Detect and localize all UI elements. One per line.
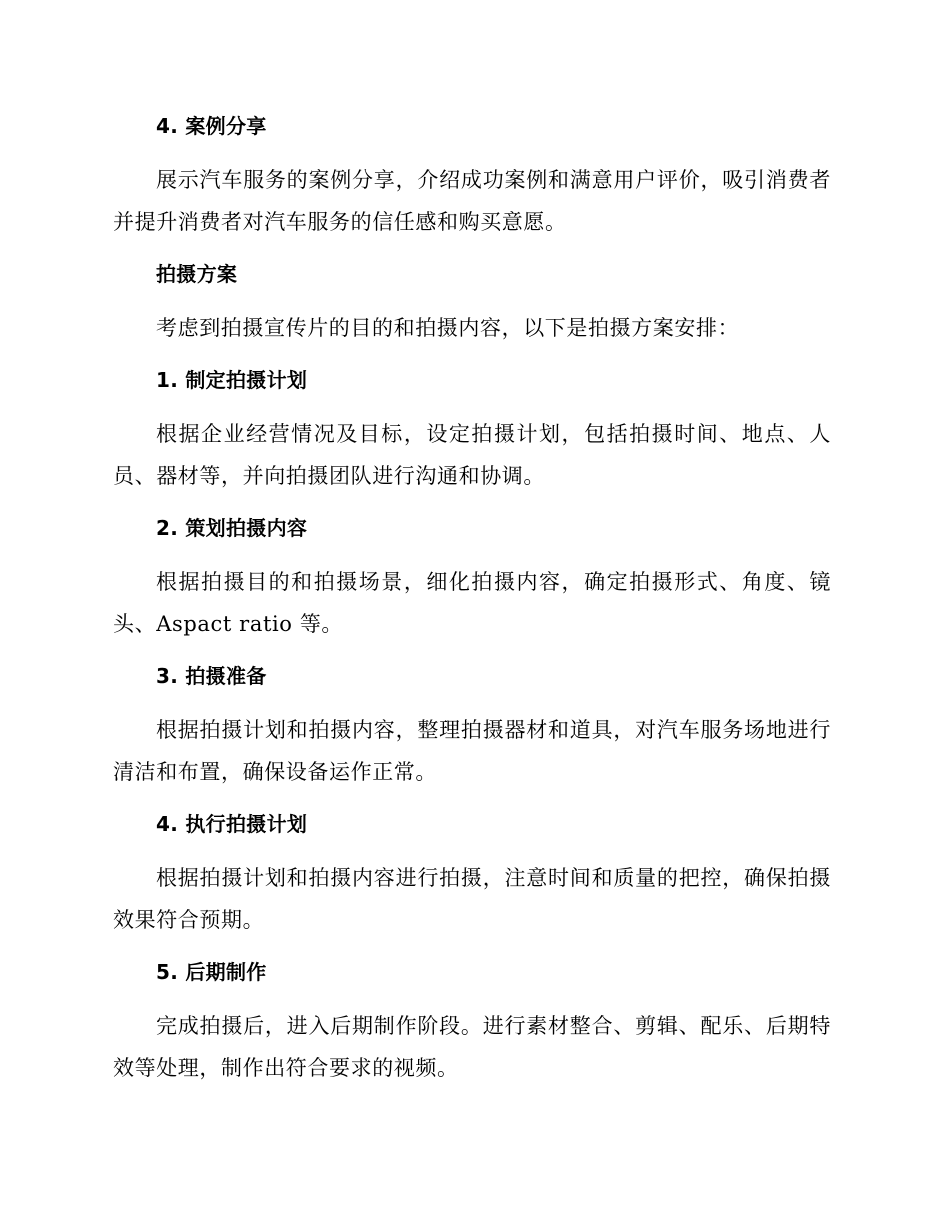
paragraph-case-sharing: 展示汽车服务的案例分享，介绍成功案例和满意用户评价，吸引消费者并提升消费者对汽车服务的信任感和购买意愿。	[113, 168, 831, 234]
section-heading-preparation: 3. 拍摄准备	[156, 664, 267, 688]
paragraph-make-plan: 根据企业经营情况及目标，设定拍摄计划，包括拍摄时间、地点、人员、器材等，并向拍摄团队进行沟通和协调。	[113, 422, 831, 488]
section-heading-plan-content: 2. 策划拍摄内容	[156, 516, 308, 540]
section-heading-case-sharing: 4. 案例分享	[156, 114, 267, 138]
paragraph-preparation: 根据拍摄计划和拍摄内容，整理拍摄器材和道具，对汽车服务场地进行清洁和布置，确保设备运作正常。	[113, 718, 831, 784]
section-heading-make-plan: 1. 制定拍摄计划	[156, 368, 308, 392]
section-heading-execute-plan: 4. 执行拍摄计划	[156, 812, 308, 836]
paragraph-shooting-plan-intro: 考虑到拍摄宣传片的目的和拍摄内容，以下是拍摄方案安排：	[156, 316, 740, 340]
paragraph-post-production: 完成拍摄后，进入后期制作阶段。进行素材整合、剪辑、配乐、后期特效等处理，制作出符合要求的视频。	[113, 1014, 831, 1080]
document-body	[113, 106, 831, 1089]
paragraph-plan-content: 根据拍摄目的和拍摄场景，细化拍摄内容，确定拍摄形式、角度、镜头、Aspact ratio 等。	[113, 570, 831, 636]
section-heading-post-production: 5. 后期制作	[156, 960, 267, 984]
paragraph-execute-plan: 根据拍摄计划和拍摄内容进行拍摄，注意时间和质量的把控，确保拍摄效果符合预期。	[113, 866, 831, 932]
section-heading-shooting-plan: 拍摄方案	[156, 262, 238, 286]
